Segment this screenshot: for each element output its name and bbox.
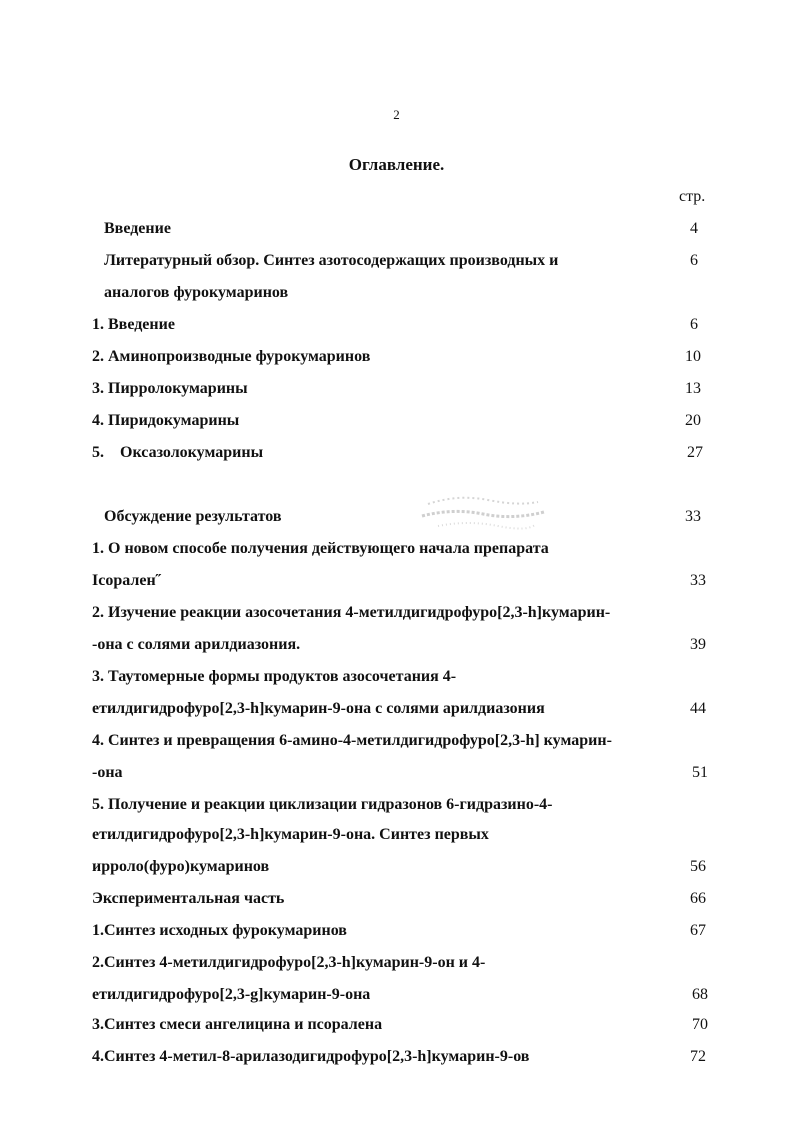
toc-entry: етилдигидрофуро[2,3-h]кумарин-9-она с солями арилдиазония: [92, 700, 545, 717]
toc-entry: -она: [92, 764, 123, 781]
toc-entry: Обсуждение результатов: [104, 508, 282, 525]
toc-page-number: 27: [687, 444, 703, 461]
toc-entry: Литературный обзор. Синтез азотосодержащих производных и: [104, 252, 559, 269]
toc-entry: 1.Синтез исходных фурокумаринов: [92, 922, 347, 939]
toc-page-number: 39: [690, 636, 706, 653]
toc-page-number: 72: [690, 1048, 706, 1065]
toc-entry: 3. Пирролокумарины: [92, 380, 248, 397]
toc-page-number: 44: [690, 700, 706, 717]
toc-entry: 2. Аминопроизводные фурокумаринов: [92, 348, 371, 365]
toc-page-number: 51: [692, 764, 708, 781]
faded-stamp-mark: [418, 492, 548, 534]
toc-entry: 3.Синтез смеси ангелицина и псоралена: [92, 1016, 383, 1033]
toc-entry: Введение: [104, 220, 171, 237]
page-number: 2: [393, 107, 400, 122]
toc-page-number: 4: [690, 220, 698, 237]
toc-page-number: 56: [690, 858, 706, 875]
page-column-label: стр.: [679, 188, 706, 205]
toc-entry: Экспериментальная часть: [92, 890, 285, 907]
toc-page-number: 70: [692, 1016, 708, 1033]
toc-entry: Іcорален˝: [92, 572, 161, 589]
toc-page-number: 10: [685, 348, 701, 365]
toc-entry: -она с солями арилдиазония.: [92, 636, 301, 653]
toc-page-number: 33: [685, 508, 701, 525]
toc-entry: етилдигидрофуро[2,3-g]кумарин-9-она: [92, 986, 371, 1003]
toc-entry: 1. О новом способе получения действующего начала препарата: [92, 540, 549, 557]
toc-entry: 2.Синтез 4-метилдигидрофуро[2,3-h]кумарин-9-он и 4-: [92, 954, 486, 971]
toc-page-number: 6: [690, 316, 698, 333]
toc-page-number: 68: [692, 986, 708, 1003]
toc-entry: 1. Введение: [92, 316, 175, 333]
toc-page-number: 66: [690, 890, 706, 907]
toc-page-number: 67: [690, 922, 706, 939]
toc-entry: етилдигидрофуро[2,3-h]кумарин-9-она. Синтез первых: [92, 826, 489, 843]
toc-entry: 3. Таутомерные формы продуктов азосочетания 4-: [92, 668, 457, 685]
toc-page-number: 33: [690, 572, 706, 589]
toc-page-number: 6: [690, 252, 698, 269]
toc-entry: ирроло(фуро)кумаринов: [92, 858, 270, 875]
toc-entry: 2. Изучение реакции азосочетания 4-метилдигидрофуро[2,3-h]кумарин-: [92, 604, 611, 621]
toc-entry: 5. Получение и реакции циклизации гидразонов 6-гидразино-4-: [92, 796, 553, 813]
toc-entry: 5. Оксазолокумарины: [92, 444, 264, 461]
toc-entry: 4. Синтез и превращения 6-амино-4-метилдигидрофуро[2,3-h] кумарин-: [92, 732, 612, 749]
toc-title: Оглавление.: [348, 155, 445, 174]
toc-page-number: 13: [685, 380, 701, 397]
toc-entry: 4.Синтез 4-метил-8-арилазодигидрофуро[2,3-h]кумарин-9-ов: [92, 1048, 530, 1065]
toc-entry: аналогов фурокумаринов: [104, 284, 289, 301]
toc-page-number: 20: [685, 412, 701, 429]
toc-entry: 4. Пиридокумарины: [92, 412, 240, 429]
